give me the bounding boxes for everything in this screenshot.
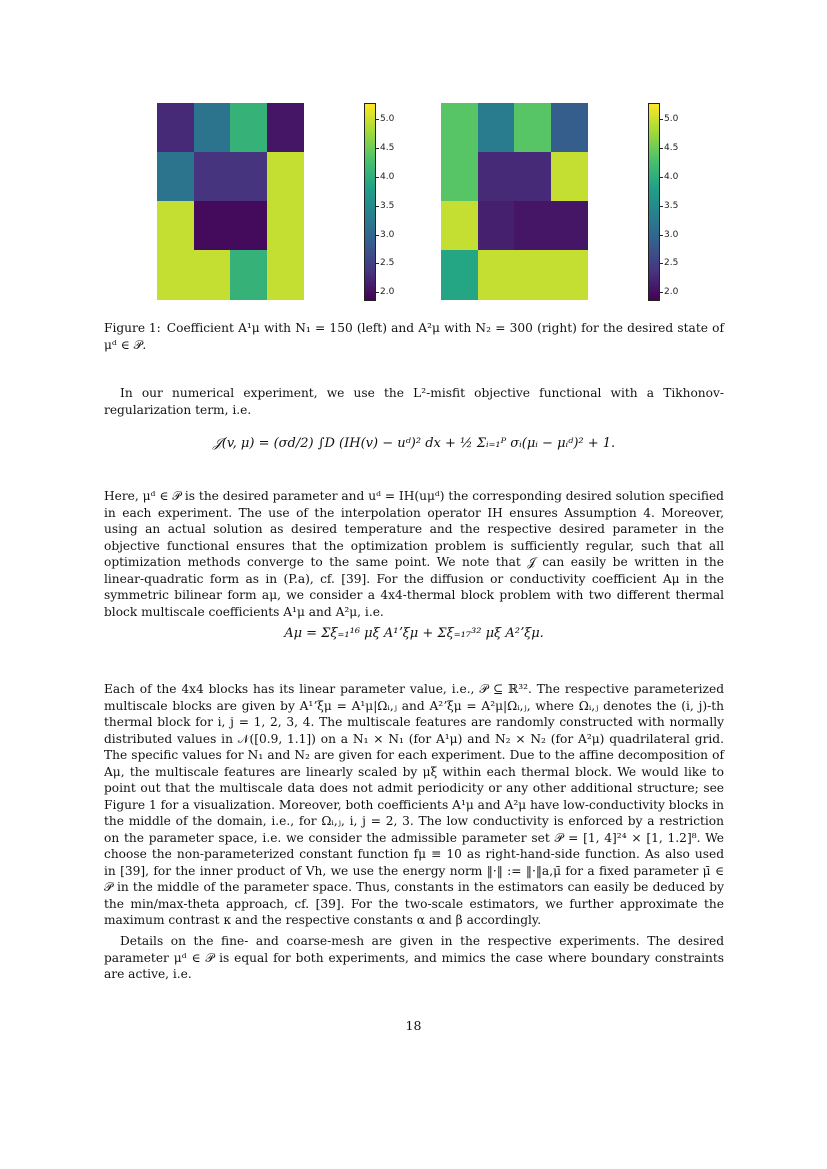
- heatmap-block: [194, 152, 231, 202]
- equation-objective-functional: 𝒥(v, μ) = (σd/2) ∫D (IH(v) − uᵈ)² dx + ½ Σᵢ₌₁ᴾ σᵢ(μᵢ − μᵢᵈ)² + 1.: [212, 436, 616, 451]
- heatmap-block: [441, 201, 478, 251]
- heatmap-block: [230, 250, 267, 300]
- colorbar-tick-label: 3.0: [664, 229, 679, 240]
- colorbar-tick-label: 5.0: [664, 114, 679, 125]
- heatmap-block: [514, 250, 551, 300]
- heatmap-block: [441, 152, 478, 202]
- heatmap-block: [478, 152, 515, 202]
- heatmap-block: [194, 201, 231, 251]
- heatmap-block: [551, 250, 588, 300]
- heatmap-block: [267, 201, 304, 251]
- heatmap-block: [551, 152, 588, 202]
- coefficient-heatmap-left: [157, 103, 303, 299]
- page-number: 18: [405, 1018, 422, 1033]
- heatmap-block: [194, 103, 231, 153]
- heatmap-block: [157, 103, 194, 153]
- colorbar-tick-label: 3.5: [664, 200, 679, 211]
- heatmap-block: [267, 152, 304, 202]
- caption-label: Figure 1:: [104, 321, 161, 335]
- figure-caption: [104, 320, 724, 353]
- heatmap-block: [230, 152, 267, 202]
- equation-affine-decomposition: Aμ = Σξ₌₁¹⁶ μξ A¹ʼξμ + Σξ₌₁₇³² μξ A²ʼξμ.: [284, 626, 544, 641]
- heatmap-block: [157, 201, 194, 251]
- colorbar-tick-label: 5.0: [380, 114, 395, 125]
- heatmap-block: [194, 250, 231, 300]
- colorbar-tick-label: 2.5: [664, 258, 679, 269]
- heatmap-block: [441, 250, 478, 300]
- colorbar-tick-label: 2.0: [380, 287, 395, 298]
- caption-text: Coefficient A¹μ with N₁ = 150 (left) and A²μ with N₂ = 300 (right) for the desired state of μᵈ ∈ 𝒫.: [104, 321, 724, 352]
- heatmap-block: [267, 103, 304, 153]
- heatmap-block: [514, 152, 551, 202]
- heatmap-block: [230, 201, 267, 251]
- colorbar-tick-label: 4.5: [380, 143, 395, 154]
- colorbar-tick-label: 2.0: [664, 287, 679, 298]
- heatmap-block: [514, 103, 551, 153]
- heatmap-block: [478, 201, 515, 251]
- heatmap-block: [478, 250, 515, 300]
- colorbar-tick-label: 4.5: [664, 143, 679, 154]
- figure-1: [0, 0, 827, 310]
- coefficient-heatmap-right: [441, 103, 587, 299]
- heatmap-block: [478, 103, 515, 153]
- heatmap-block: [157, 250, 194, 300]
- heatmap-block: [551, 201, 588, 251]
- colorbar-tick-label: 2.5: [380, 258, 395, 269]
- paragraph-desired-parameter: Here, μᵈ ∈ 𝒫 is the desired parameter and uᵈ = IH(uμᵈ) the corresponding desired solution specified in each experiment. The use of the interpolation operator IH ensures Assumption 4. Moreover, using an actual solution as desired temperature and the respective desired parameter in the objective functional ensures that the optimization problem is sufficiently regular, such that all optimization methods converge to the same point. We note that 𝒥 can easily be written in the linear-quadratic form as in (P.a), cf. [39]. For the diffusion or conductivity coefficient Aμ in the symmetric bilinear form aμ, we consider a 4x4-thermal block problem with two different thermal block multiscale coefficients A¹μ and A²μ, i.e.: [104, 489, 724, 619]
- colorbar-right: [648, 103, 660, 301]
- colorbar-tick-label: 3.5: [380, 200, 395, 211]
- colorbar-left: [364, 103, 376, 301]
- paragraph-mesh-details: Details on the fine- and coarse-mesh are given in the respective experiments. The desired parameter μᵈ ∈ 𝒫 is equal for both experiments, and mimics the case where boundary constraints are active, i.e.: [104, 934, 724, 981]
- colorbar-tick-label: 4.0: [664, 171, 679, 182]
- paragraph-thermal-blocks: Each of the 4x4 blocks has its linear parameter value, i.e., 𝒫 ⊆ ℝ³². The respective parameterized multiscale blocks are given by A¹ʼξμ = A¹μ|Ωᵢ,ⱼ and A²ʼξμ = A²μ|Ωᵢ,ⱼ, where Ωᵢ,ⱼ denotes the (i, j)-th thermal block for i, j = 1, 2, 3, 4. The multiscale features are randomly constructed with normally distributed values in 𝒩([0.9, 1.1]) on a N₁ × N₁ (for A¹μ) and N₂ × N₂ (for A²μ) quadrilateral grid. The specific values for N₁ and N₂ are given for each experiment. Due to the affine decomposition of Aμ, the multiscale features are linearly scaled by μξ within each thermal block. We would like to point out that the multiscale data does not admit periodicity or any other additional structure; see Figure 1 for a visualization. Moreover, both coefficients A¹μ and A²μ have low-conductivity blocks in the middle of the domain, i.e., for Ωᵢ,ⱼ, i, j = 2, 3. The low conductivity is enforced by a restriction on the parameter space, i.e. we consider the admissible parameter set 𝒫 = [1, 4]²⁴ × [1, 1.2]⁸. We choose the non-parameterized constant function fμ ≡ 10 as right-hand-side function. As also used in [39], for the inner product of Vh, we use the energy norm ‖·‖ := ‖·‖a,μ̄ for a fixed parameter μ̄ ∈ 𝒫 in the middle of the parameter space. Thus, constants in the estimators can easily be deduced by the min/max-theta approach, cf. [39]. For the two-scale estimators, we further approximate the maximum contrast κ and the respective constants α and β accordingly.: [104, 682, 724, 927]
- heatmap-block: [551, 103, 588, 153]
- heatmap-block: [267, 250, 304, 300]
- heatmap-block: [230, 103, 267, 153]
- colorbar-tick-label: 3.0: [380, 229, 395, 240]
- heatmap-block: [157, 152, 194, 202]
- colorbar-tick-label: 4.0: [380, 171, 395, 182]
- heatmap-block: [514, 201, 551, 251]
- heatmap-block: [441, 103, 478, 153]
- paragraph-objective: In our numerical experiment, we use the L²-misfit objective functional with a Tikhonov-regularization term, i.e.: [104, 386, 724, 417]
